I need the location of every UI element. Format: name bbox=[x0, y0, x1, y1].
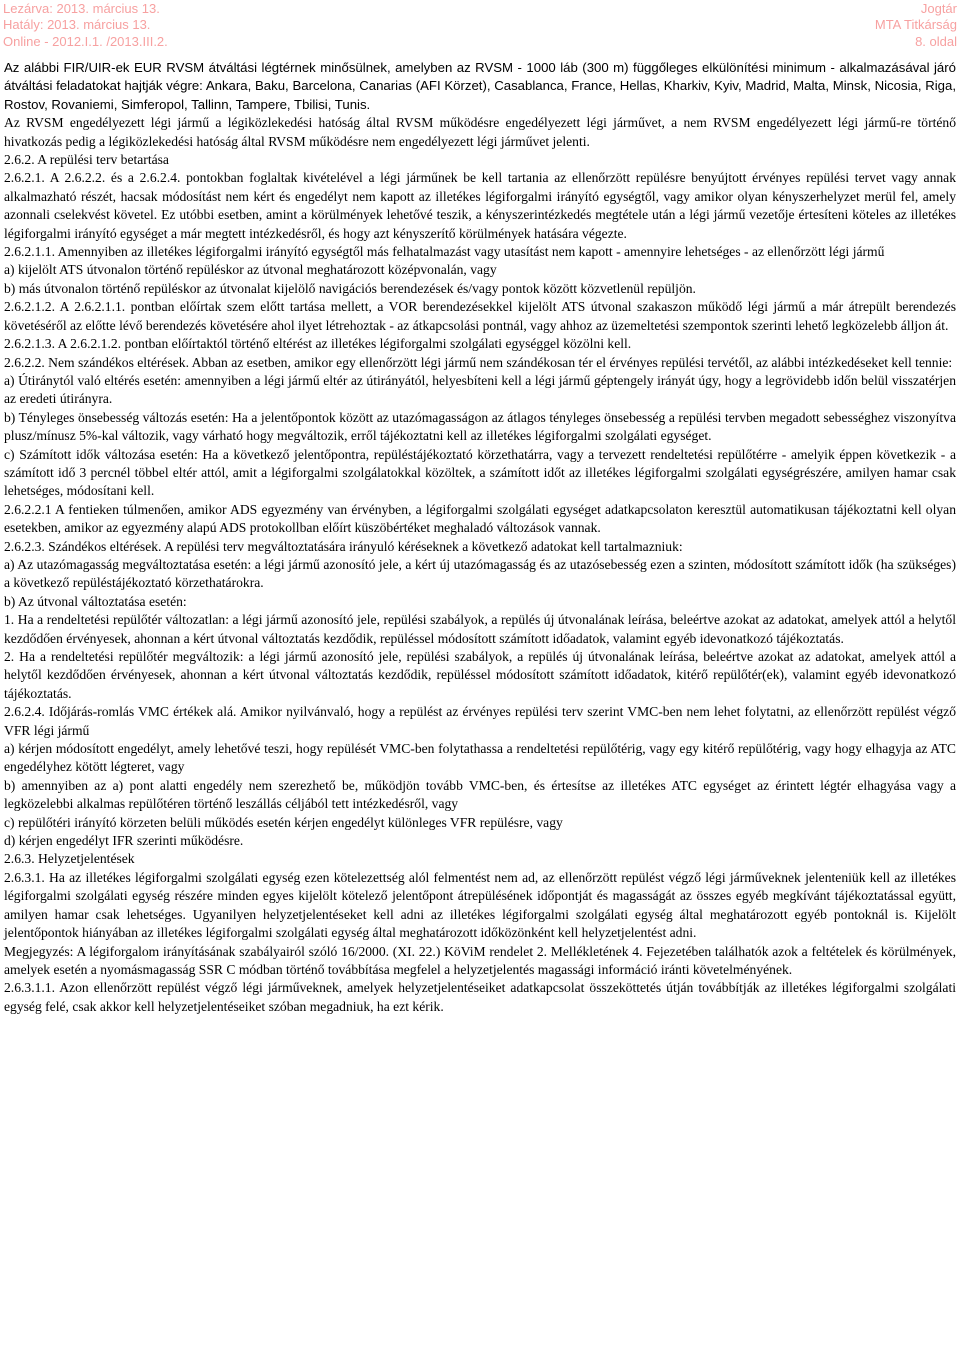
list-item: d) kérjen engedélyt IFR szerinti működésre. bbox=[4, 833, 244, 849]
list-item: b) Tényleges önsebesség változás esetén: Ha a jelentőpontok között az utazómagasságon az átlagos tényleges önsebesség a repülési tervben megadott sebességhez viszonyítva plusz/mínusz 5%-kal változik, vagy várható hogy megváltozik, erről tájékoztatni kell az illetékes légiforgalmi szolgálati egységet. bbox=[4, 409, 956, 444]
paragraph: 2.6.2.3. Szándékos eltérések. A repülési terv megváltoztatására irányuló kéréseknek a következő adatokat kell tartalmazniuk: bbox=[4, 538, 683, 554]
list-item: a) kérjen módosított engedélyt, amely lehetővé teszi, hogy repülését VMC-ben folytathassa a rendeltetési repülőtérig, vagy egy kitérő repülőtérig, vagy hogy elhagyja az ATC engedélyhez kötött légteret, vagy bbox=[4, 741, 956, 775]
paragraph: 2.6.3.1. Ha az illetékes légiforgalmi szolgálati egység ezen kötelezettség alól felmentést nem ad, az ellenőrzött repülést végző légi járműveknek jelenteniük kell az illetékes légiforgalmi szolgálati egység részére minden egyes kijelölt kötelező jelentőpont átrepülésének időpontját és magasságát az összes egyéb megkívánt tájékoztatással együtt, amilyen hamar csak lehetséges. Ugyanilyen helyzetjelentéseket kell adni az illetékes légiforgalmi szolgálati egység által meghatározott egyéb pontoknál is. Kijelölt jelentőpontok hiányában az illetékes légiforgalmi szolgálati egység által meghatározott időközönként kell helyzetjelentést adni. bbox=[4, 869, 956, 941]
list-item: 1. Ha a rendeltetési repülőtér változatlan: a légi jármű azonosító jele, repülési szabályok, a repülés új útvonalának leírása, beleértve azokat az adatokat, amelyek attól a helytől kezdődően érvényesek, ahonnan a kért útvonal változtatás kezdődik, repüléssel módosított számított időadatok, valamint egyéb idevonatkozó tájékoztatás. bbox=[4, 612, 956, 646]
list-item: c) Számított idők változása esetén: Ha a következő jelentőpontra, repüléstájékoztató körzethatárra, vagy a tervezett rendeltetési repülőtérre - amelyik éppen következik - a számított idő 3 percnél többel eltér attól, amit a légiforgalmi szolgálatokkal közöltek, a számított időt az illetékes légiforgalmi szolgálati egységrészére, amilyen hamar csak lehetséges, módosítani kell. bbox=[4, 446, 956, 499]
list-item: a) Az utazómagasság megváltoztatása esetén: a légi jármű azonosító jele, a kért új utazómagasság és az utazósebesség ezen a szinten, módosított számított idők (ha szükséges) a következő repüléstájékoztató körzethatárokra. bbox=[4, 556, 956, 591]
paragraph: 2.6.2.2. Nem szándékos eltérések. Abban az esetben, amikor egy ellenőrzött légi jármű nem szándékosan tér el érvényes repülési tervétől, az alábbi intézkedéseket kell tennie: bbox=[4, 354, 953, 370]
list-item: b) Az útvonal változtatása esetén: bbox=[4, 593, 187, 609]
paragraph: 2.6.3.1.1. Azon ellenőrzött repülést végző légi járműveknek, amelyek helyzetjelentéseiket adatkapcsolat összeköttetés útján továbbítják az illetékes légiforgalmi szolgálati egység felé, csak akkor kell helyzetjelentéseiket szóban megadniuk, ha ezt kérik. bbox=[4, 980, 956, 1014]
publisher: Jogtár bbox=[920, 1, 957, 16]
list-item: c) repülőtéri irányító körzeten belüli működés esetén kérjen engedélyt különleges VFR repülésre, vagy bbox=[4, 814, 563, 830]
paragraph: 2.6.2.1. A 2.6.2.2. és a 2.6.2.4. pontokban foglaltak kivételével a légi járműnek be kell tartania az ellenőrzött repülésre benyújtott érvényes repülési tervet vagy annak alkalmazható részét, hacsak módosítást nem kért és engedélyt nem kapott az illetékes légiforgalmi irányító egységtől, vagy amikor olyan kényszerhelyzet merül fel, amely azonnali cselekvést követel. Ez utóbbi esetben, amint a körülmények lehetővé teszik, a kényszerintézkedés megtétele után a légi jármű vezetője értesíteni köteles az illetékes légiforgalmi irányító egységet a már megtett intézkedésről, és hogy azt kényszerítő körülmények hatására végezte. bbox=[4, 170, 956, 241]
paragraph: 2.6.2.1.3. A 2.6.2.1.2. pontban előírtaktól történő eltérést az illetékes légiforgalmi szolgálati egységgel közölni kell. bbox=[4, 336, 632, 352]
section-heading: 2.6.2. A repülési terv betartása bbox=[4, 152, 169, 168]
list-item: b) más útvonalon történő repüléskor az útvonalat kijelölő navigációs berendezések és/vagy pontok között közvetlenül repüljön. bbox=[4, 280, 696, 296]
list-item: 2. Ha a rendeltetési repülőtér megváltozik: a légi jármű azonosító jele, repülési szabályok, a repülés új útvonalának leírása, beleértve azokat az adatokat, amelyek attól a helytől kezdődően érvényesek, ahonnan a kért útvonal változtatás kezdődik, repüléssel módosított számított időadatok, kitérő repülőtér(ek), valamint egyéb idevonatkozó tájékoztatás. bbox=[4, 649, 956, 701]
paragraph: 2.6.2.2.1 A fentieken túlmenően, amikor ADS egyezmény van érvényben, a légiforgalmi szolgálati egységet adatkapcsolaton keresztül automatikusan tájékoztatni kell olyan esetekben, amikor az egyezmény alapú ADS protokollban előírt küszöbértéket meghaladó változások vannak. bbox=[4, 501, 956, 536]
section-heading: 2.6.3. Helyzetjelentések bbox=[4, 851, 135, 867]
paragraph: 2.6.2.1.2. A 2.6.2.1.1. pontban előírtak szem előtt tartása mellett, a VOR berendezésekkel kijelölt ATS útvonal szakaszon működő légi jármű a már átrepült berendezés követéséről az előtte lévő berendezés követésére ahol ilyet létrehoztak - az átkapcsolási pontnál, vagy ahhoz az üzemeltetési szempontok szerinti lehető legközelebb álljon át. bbox=[4, 299, 956, 333]
document-body bbox=[4, 59, 956, 1016]
licensee: MTA Titkárság bbox=[874, 17, 957, 32]
list-item: b) amennyiben az a) pont alatti engedély nem szerezhető be, működjön tovább VMC-ben, és értesítse az illetékes ATC egységet az érintett légtér elhagyása vagy a legközelebbi alkalmas repülőtéren történő leszállás céljából tett intézkedésről, vagy bbox=[4, 777, 956, 812]
effective-date: Hatály: 2013. március 13. bbox=[3, 17, 151, 32]
paragraph: Az alábbi FIR/UIR-ek EUR RVSM átváltási légtérnek minősülnek, amelyben az RVSM - 1000 láb (300 m) függőleges elkülönítési minimum - alkalmazásával járó átváltási feladatokat hajtják végre: Ankara, Baku, Barcelona, Canarias (AFI Körzet), Casablanca, France, Hellas, Kharkiv, Kyiv, Madrid, Malta, Minsk, Nicosia, Riga, Rostov, Rovaniemi, Simferopol, Tallinn, Tampere, Tbilisi, Tunis. bbox=[4, 60, 956, 112]
online-range: Online - 2012.I.1. /2013.III.2. bbox=[3, 34, 168, 49]
page-header bbox=[0, 0, 960, 50]
note-paragraph: Megjegyzés: A légiforgalom irányításának szabályairól szóló 16/2000. (XI. 22.) KöViM rendelet 2. Mellékletének 4. Fejezetében találhatók azok a feltételek és körülmények, amelyek esetén a nyomásmagasság SSR C módban történő továbbítása megfelel a helyzetjelentés magassági információ iránti követelményének. bbox=[4, 943, 956, 977]
paragraph: 2.6.2.4. Időjárás-romlás VMC értékek alá. Amikor nyilvánvaló, hogy a repülést az érvényes repülési terv szerint VMC-ben nem lehet folytatni, az ellenőrzött repülést végző VFR légi jármű bbox=[4, 704, 956, 738]
list-item: a) kijelölt ATS útvonalon történő repüléskor az útvonal meghatározott középvonalán, vagy bbox=[4, 262, 497, 278]
closed-date: Lezárva: 2013. március 13. bbox=[3, 1, 160, 16]
page-number: 8. oldal bbox=[915, 34, 957, 49]
paragraph: 2.6.2.1.1. Amennyiben az illetékes légiforgalmi irányító egységtől más felhatalmazást vagy utasítást nem kapott - amennyire lehetséges - az ellenőrzött légi jármű bbox=[4, 244, 885, 260]
list-item: a) Útiránytól való eltérés esetén: amennyiben a légi jármű eltér az útirányától, helyesbíteni kell a légi jármű géptengely irányát úgy, hogy a legrövidebb időn belül visszatérjen az eredeti útirányra. bbox=[4, 372, 956, 407]
paragraph: Az RVSM engedélyezett légi jármű a légiközlekedési hatóság által RVSM működésre engedélyezett légi járművet, a nem RVSM engedélyezett légi jármű-re történő hivatkozás pedig a légiközlekedési hatóság által RVSM működésre nem engedélyezett légi járművet jelenti. bbox=[4, 115, 956, 149]
